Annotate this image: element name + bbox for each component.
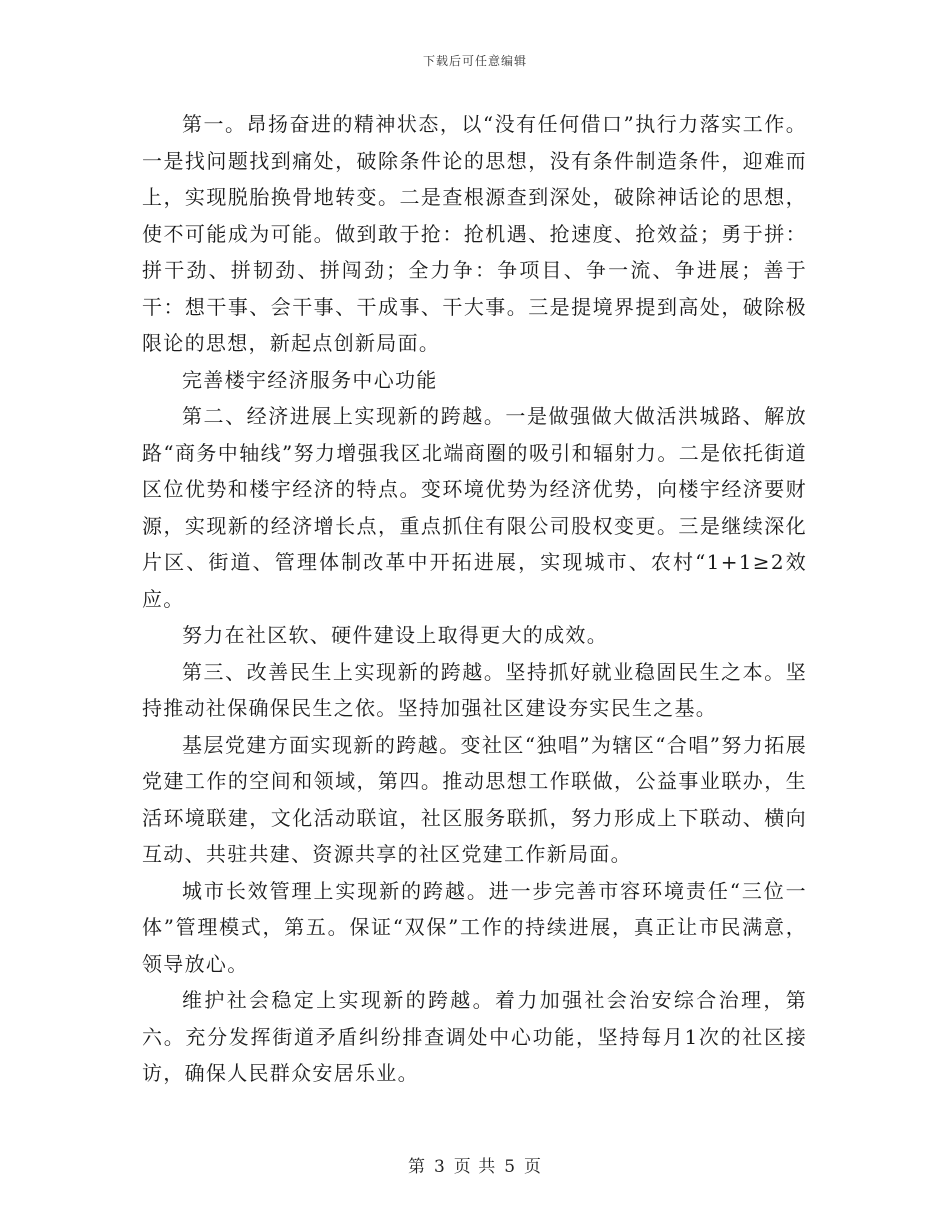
paragraph-3: 第二、经济进展上实现新的跨越。一是做强做大做活洪城路、解放路“商务中轴线”努力增强我区北端商圈的吸引和辐射力。二是依托街道区位优势和楼宇经济的特点。变环境优势为经济优势，向楼宇经济要财源，实现新的经济增长点，重点抓住有限公司股权变更。三是继续深化片区、街道、管理体制改革中开拓进展，实现城市、农村“1+1≥2效应。 <box>142 404 807 611</box>
total-pages: 5 <box>504 1157 517 1177</box>
page-header: 下载后可任意编辑 <box>422 54 527 68</box>
paragraph-4: 努力在社区软、硬件建设上取得更大的成效。 <box>182 623 608 647</box>
paragraph-1: 第一。昂扬奋进的精神状态，以“没有任何借口”执行力落实工作。一是找问题找到痛处，破除条件论的思想，没有条件制造条件，迎难而上，实现脱胎换骨地转变。二是查根源查到深处，破除神话论的思想，使不可能成为可能。做到敢于抢：抢机遇、抢速度、抢效益；勇于拼：拼干劲、拼韧劲、拼闯劲；全力争：争项目、争一流、争进展；善于干：想干事、会干事、干成事、干大事。三是提境界提到高处，破除极限论的思想，新起点创新局面。 <box>142 112 807 355</box>
paragraph-6: 基层党建方面实现新的跨越。变社区“独唱”为辖区“合唱”努力拓展党建工作的空间和领域，第四。推动思想工作联做，公益事业联办，生活环境联建，文化活动联谊，社区服务联抓，努力形成上下联动、横向互动、共驻共建、资源共享的社区党建工作新局面。 <box>142 732 807 866</box>
page-footer <box>0 1152 950 1177</box>
paragraph-2: 完善楼宇经济服务中心功能 <box>182 367 438 392</box>
page-number: 3 <box>433 1157 446 1177</box>
document-body <box>142 106 807 1092</box>
paragraph-7: 城市长效管理上实现新的跨越。进一步完善市容环境责任“三位一体”管理模式，第五。保证“双保”工作的持续进展，真正让市民满意，领导放心。 <box>142 878 807 976</box>
footer-label-page: 第 <box>407 1157 426 1177</box>
footer-label-pages: 页 <box>524 1157 543 1177</box>
paragraph-8: 维护社会稳定上实现新的跨越。着力加强社会治安综合治理，第六。充分发挥街道矛盾纠纷排查调处中心功能，坚持每月1次的社区接访，确保人民群众安居乐业。 <box>142 988 807 1085</box>
paragraph-5: 第三、改善民生上实现新的跨越。坚持抓好就业稳固民生之本。坚持推动社保确保民生之依。坚持加强社区建设夯实民生之基。 <box>142 659 807 720</box>
footer-label-of: 页 共 <box>453 1157 497 1177</box>
